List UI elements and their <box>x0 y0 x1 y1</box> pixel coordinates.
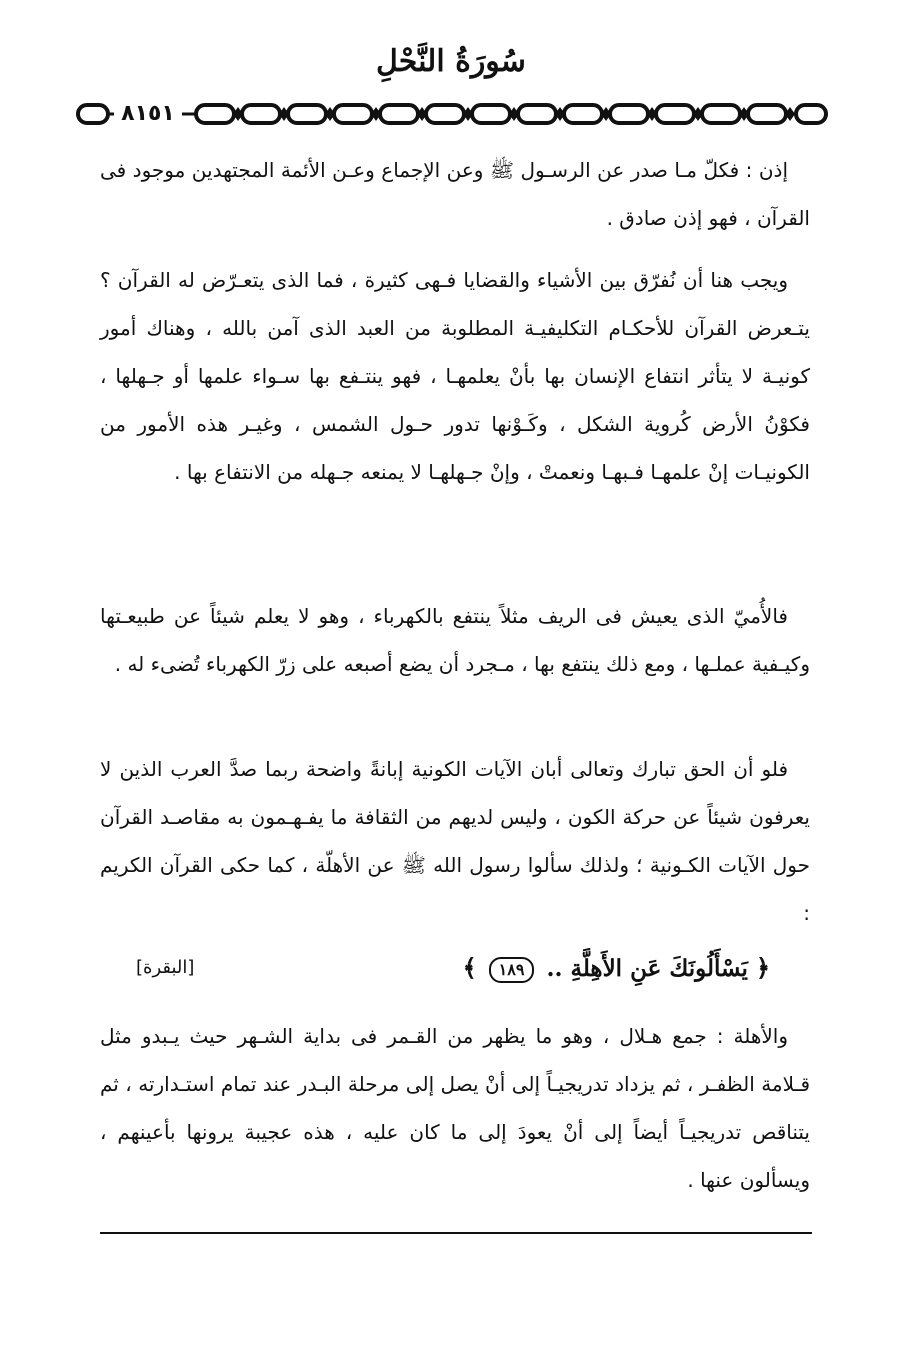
paragraph-1 <box>100 146 810 242</box>
chain-link <box>380 105 418 123</box>
decorative-border <box>76 96 828 132</box>
chain-link <box>426 105 464 123</box>
paragraph-3 <box>100 592 810 688</box>
paragraph-4 <box>100 745 810 937</box>
page-number: ٨١٥١ <box>114 96 182 132</box>
quran-verse-line <box>100 944 810 992</box>
surah-title: سُورَةُ النَّحْلِ <box>376 44 526 79</box>
chain-link <box>196 105 234 123</box>
verse-text: يَسْأَلُونَكَ عَنِ الأَهِلَّةِ .. <box>546 955 748 982</box>
chain-link <box>610 105 648 123</box>
paragraph-text: فالأُميّ الذى يعيش فى الريف مثلاً ينتفع بالكهرباء ، وهو لا يعلم شيئاً عن طبيعـتها وكيـفية عملـها ، ومع ذلك ينتفع بها ، مـجرد أن يضع أصبعه على زرّ الكهرباء تُضىء له . <box>100 604 810 676</box>
paragraph-text: والأهلة : جمع هـلال ، وهو ما يظهر من القـمر فى بداية الشـهر حيث يـبدو مثل قـلامة الظفـر ، ثم يزداد تدريجيـاً إلى أنْ يصل إلى مرحلة البـدر عند تمام استـدارته ، ثم يتناقص تدريجيـاً أيضاً إلى أنْ يعودَ إلى ما كان عليه ، هذه عجيبة يرونها بأعينهم ، ويسألون عنها . <box>100 1024 810 1192</box>
surah-reference: [البقرة] <box>136 957 195 978</box>
paragraph-text: إذن : فكلّ مـا صدر عن الرسـول ﷺ وعن الإجماع وعـن الأئمة المجتهدين موجود فى القرآن ، فهو إذن صادق . <box>100 158 810 230</box>
quran-verse <box>463 944 770 993</box>
chain-link <box>702 105 740 123</box>
chain-link <box>656 105 694 123</box>
paragraph-5 <box>100 1012 810 1204</box>
verse-open-bracket: ﴿ <box>755 953 770 982</box>
chain-link <box>564 105 602 123</box>
chain-link <box>518 105 556 123</box>
chain-link <box>288 105 326 123</box>
paragraph-text: ويجب هنا أن نُفرّق بين الأشياء والقضايا فـهى كثيرة ، فما الذى يتعـرّض له القرآن ؟ يتـعرض القرآن للأحكـام التكليفيـة المطلوبة من العبد الذى آمن بالله ، وهناك أمور كونيـة لا يتأثر انتفاع الإنسان بها بأنْ يعلمهـا ، فهو ينتـفع بها سـواء علمها أو جـهلها ، فكوْنُ الأرض كُروية الشكل ، وكَـوْنها تدور حـول الشمس ، وغيـر هذه الأمور من الكونيـات إنْ علمهـا فـبهـا ونعمتْ ، وإنْ جـهلهـا لا يمنعه جـهله من الانتفاع بها . <box>100 268 810 484</box>
chain-link <box>748 105 786 123</box>
ayah-number: ١٨٩ <box>489 957 535 983</box>
chain-link <box>242 105 280 123</box>
chain-link <box>472 105 510 123</box>
verse-close-bracket: ﴾ <box>462 953 477 982</box>
paragraph-text: فلو أن الحق تبارك وتعالى أبان الآيات الكونية إبانةً واضحة ربما صدَّ العرب الذين لا يعرفون شيئاً عن حركة الكون ، وليس لديهم من الثقافة ما يفـهـمون به مقاصـد القرآن حول الآيات الكـونية ؛ ولذلك سألوا رسول الله ﷺ عن الأهلّة ، كما حكى القرآن الكريم : <box>100 757 810 925</box>
footer-divider <box>100 1232 812 1234</box>
paragraph-2 <box>100 256 810 496</box>
chain-link <box>334 105 372 123</box>
